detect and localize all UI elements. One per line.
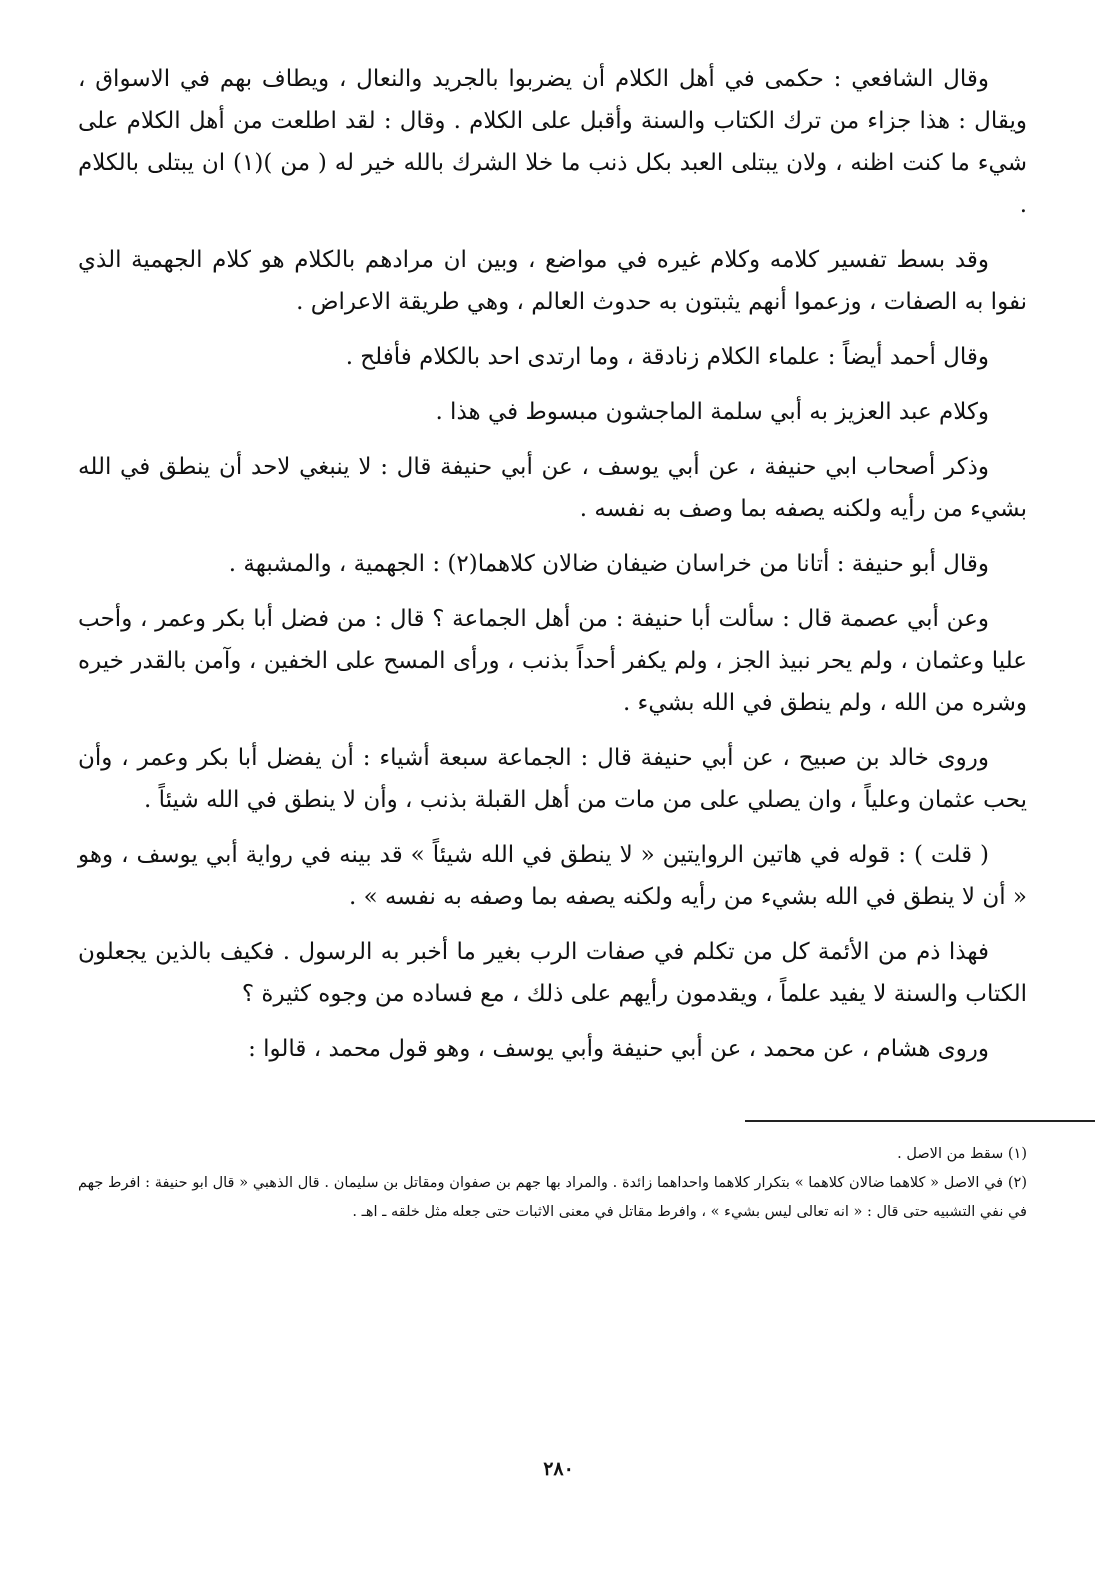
paragraph-10 [78, 931, 1027, 1015]
paragraph-text: وقال أحمد أيضاً : علماء الكلام زنادقة ، وما ارتدى احد بالكلام فأفلح . [345, 344, 989, 370]
footnote-1 [78, 1140, 1027, 1169]
paragraph-11 [78, 1028, 1027, 1070]
paragraph-4 [78, 391, 1027, 433]
paragraph-text: فهذا ذم من الأئمة كل من تكلم في صفات الرب بغير ما أخبر به الرسول . فكيف بالذين يجعلون الكتاب والسنة لا يفيد علماً ، ويقدمون رأيهم على ذلك ، مع فساده من وجوه كثيرة ؟ [78, 939, 1027, 1007]
paragraph-8 [78, 737, 1027, 821]
paragraph-3 [78, 336, 1027, 378]
paragraph-7 [78, 598, 1027, 724]
paragraph-9 [78, 834, 1027, 918]
paragraph-text: وعن أبي عصمة قال : سألت أبا حنيفة : من أهل الجماعة ؟ قال : من فضل أبا بكر وعمر ، وأحب عليا وعثمان ، ولم يحر نبيذ الجز ، ولم يكفر أحداً بذنب ، ورأى المسح على الخفين ، وآمن بالقدر خيره وشره من الله ، ولم ينطق في الله بشيء . [78, 606, 1027, 716]
footnote-2 [78, 1169, 1027, 1227]
footnote-text: في الاصل « كلاهما ضالان كلاهما » بتكرار كلاهما واحداهما زائدة . والمراد بها جهم بن صفوان ومقاتل بن سليمان . قال الذهبي « قال ابو حنيفة : افرط جهم في نفي التشبيه حتى قال : « انه تعالى ليس بشيء » ، وافرط مقاتل في معنى الاثبات حتى جعله مثل خلقه ـ اهـ . [78, 1175, 1027, 1220]
paragraph-5 [78, 446, 1027, 530]
page-number: ٢٨٠ [543, 1458, 574, 1480]
paragraph-text: وقال أبو حنيفة : أتانا من خراسان ضيفان ضالان كلاهما(٢) : الجهمية ، والمشبهة . [228, 551, 989, 577]
paragraph-text: وكلام عبد العزيز به أبي سلمة الماجشون مبسوط في هذا . [435, 399, 989, 425]
paragraph-text: وروى هشام ، عن محمد ، عن أبي حنيفة وأبي يوسف ، وهو قول محمد ، قالوا : [248, 1036, 989, 1062]
paragraph-text: وروى خالد بن صبيح ، عن أبي حنيفة قال : الجماعة سبعة أشياء : أن يفضل أبا بكر وعمر ، وأن يحب عثمان وعلياً ، وان يصلي على من مات من أهل القبلة بذنب ، وأن لا ينطق في الله شيئاً . [78, 745, 1027, 813]
paragraph-6 [78, 543, 1027, 585]
paragraph-2 [78, 239, 1027, 323]
footnotes [78, 1140, 1027, 1227]
footnote-number: (١) [1007, 1146, 1027, 1162]
footnote-number: (٢) [1007, 1175, 1028, 1191]
main-text [78, 58, 1027, 1070]
paragraph-1 [78, 58, 1027, 226]
paragraph-text: وقد بسط تفسير كلامه وكلام غيره في مواضع ، وبين ان مرادهم بالكلام هو كلام الجهمية الذي نفوا به الصفات ، وزعموا أنهم يثبتون به حدوث العالم ، وهي طريقة الاعراض . [78, 247, 1027, 315]
paragraph-text: وقال الشافعي : حكمى في أهل الكلام أن يضربوا بالجريد والنعال ، ويطاف بهم في الاسواق ، ويقال : هذا جزاء من ترك الكتاب والسنة وأقبل على الكلام . وقال : لقد اطلعت من أهل الكلام على شيء ما كنت اظنه ، ولان يبتلى العبد بكل ذنب ما خلا الشرك بالله خير له ( من )(١) ان يبتلى بالكلام . [78, 66, 1027, 218]
footnote-text: سقط من الاصل . [897, 1146, 1004, 1162]
paragraph-text: وذكر أصحاب ابي حنيفة ، عن أبي يوسف ، عن أبي حنيفة قال : لا ينبغي لاحد أن ينطق في الله بشيء من رأيه ولكنه يصفه بما وصف به نفسه . [78, 454, 1027, 522]
footnote-divider [745, 1120, 1095, 1122]
paragraph-text: ( قلت ) : قوله في هاتين الروايتين « لا ينطق في الله شيئاً » قد بينه في رواية أبي يوسف ، وهو « أن لا ينطق في الله بشيء من رأيه ولكنه يصفه بما وصفه به نفسه » . [78, 842, 1027, 910]
